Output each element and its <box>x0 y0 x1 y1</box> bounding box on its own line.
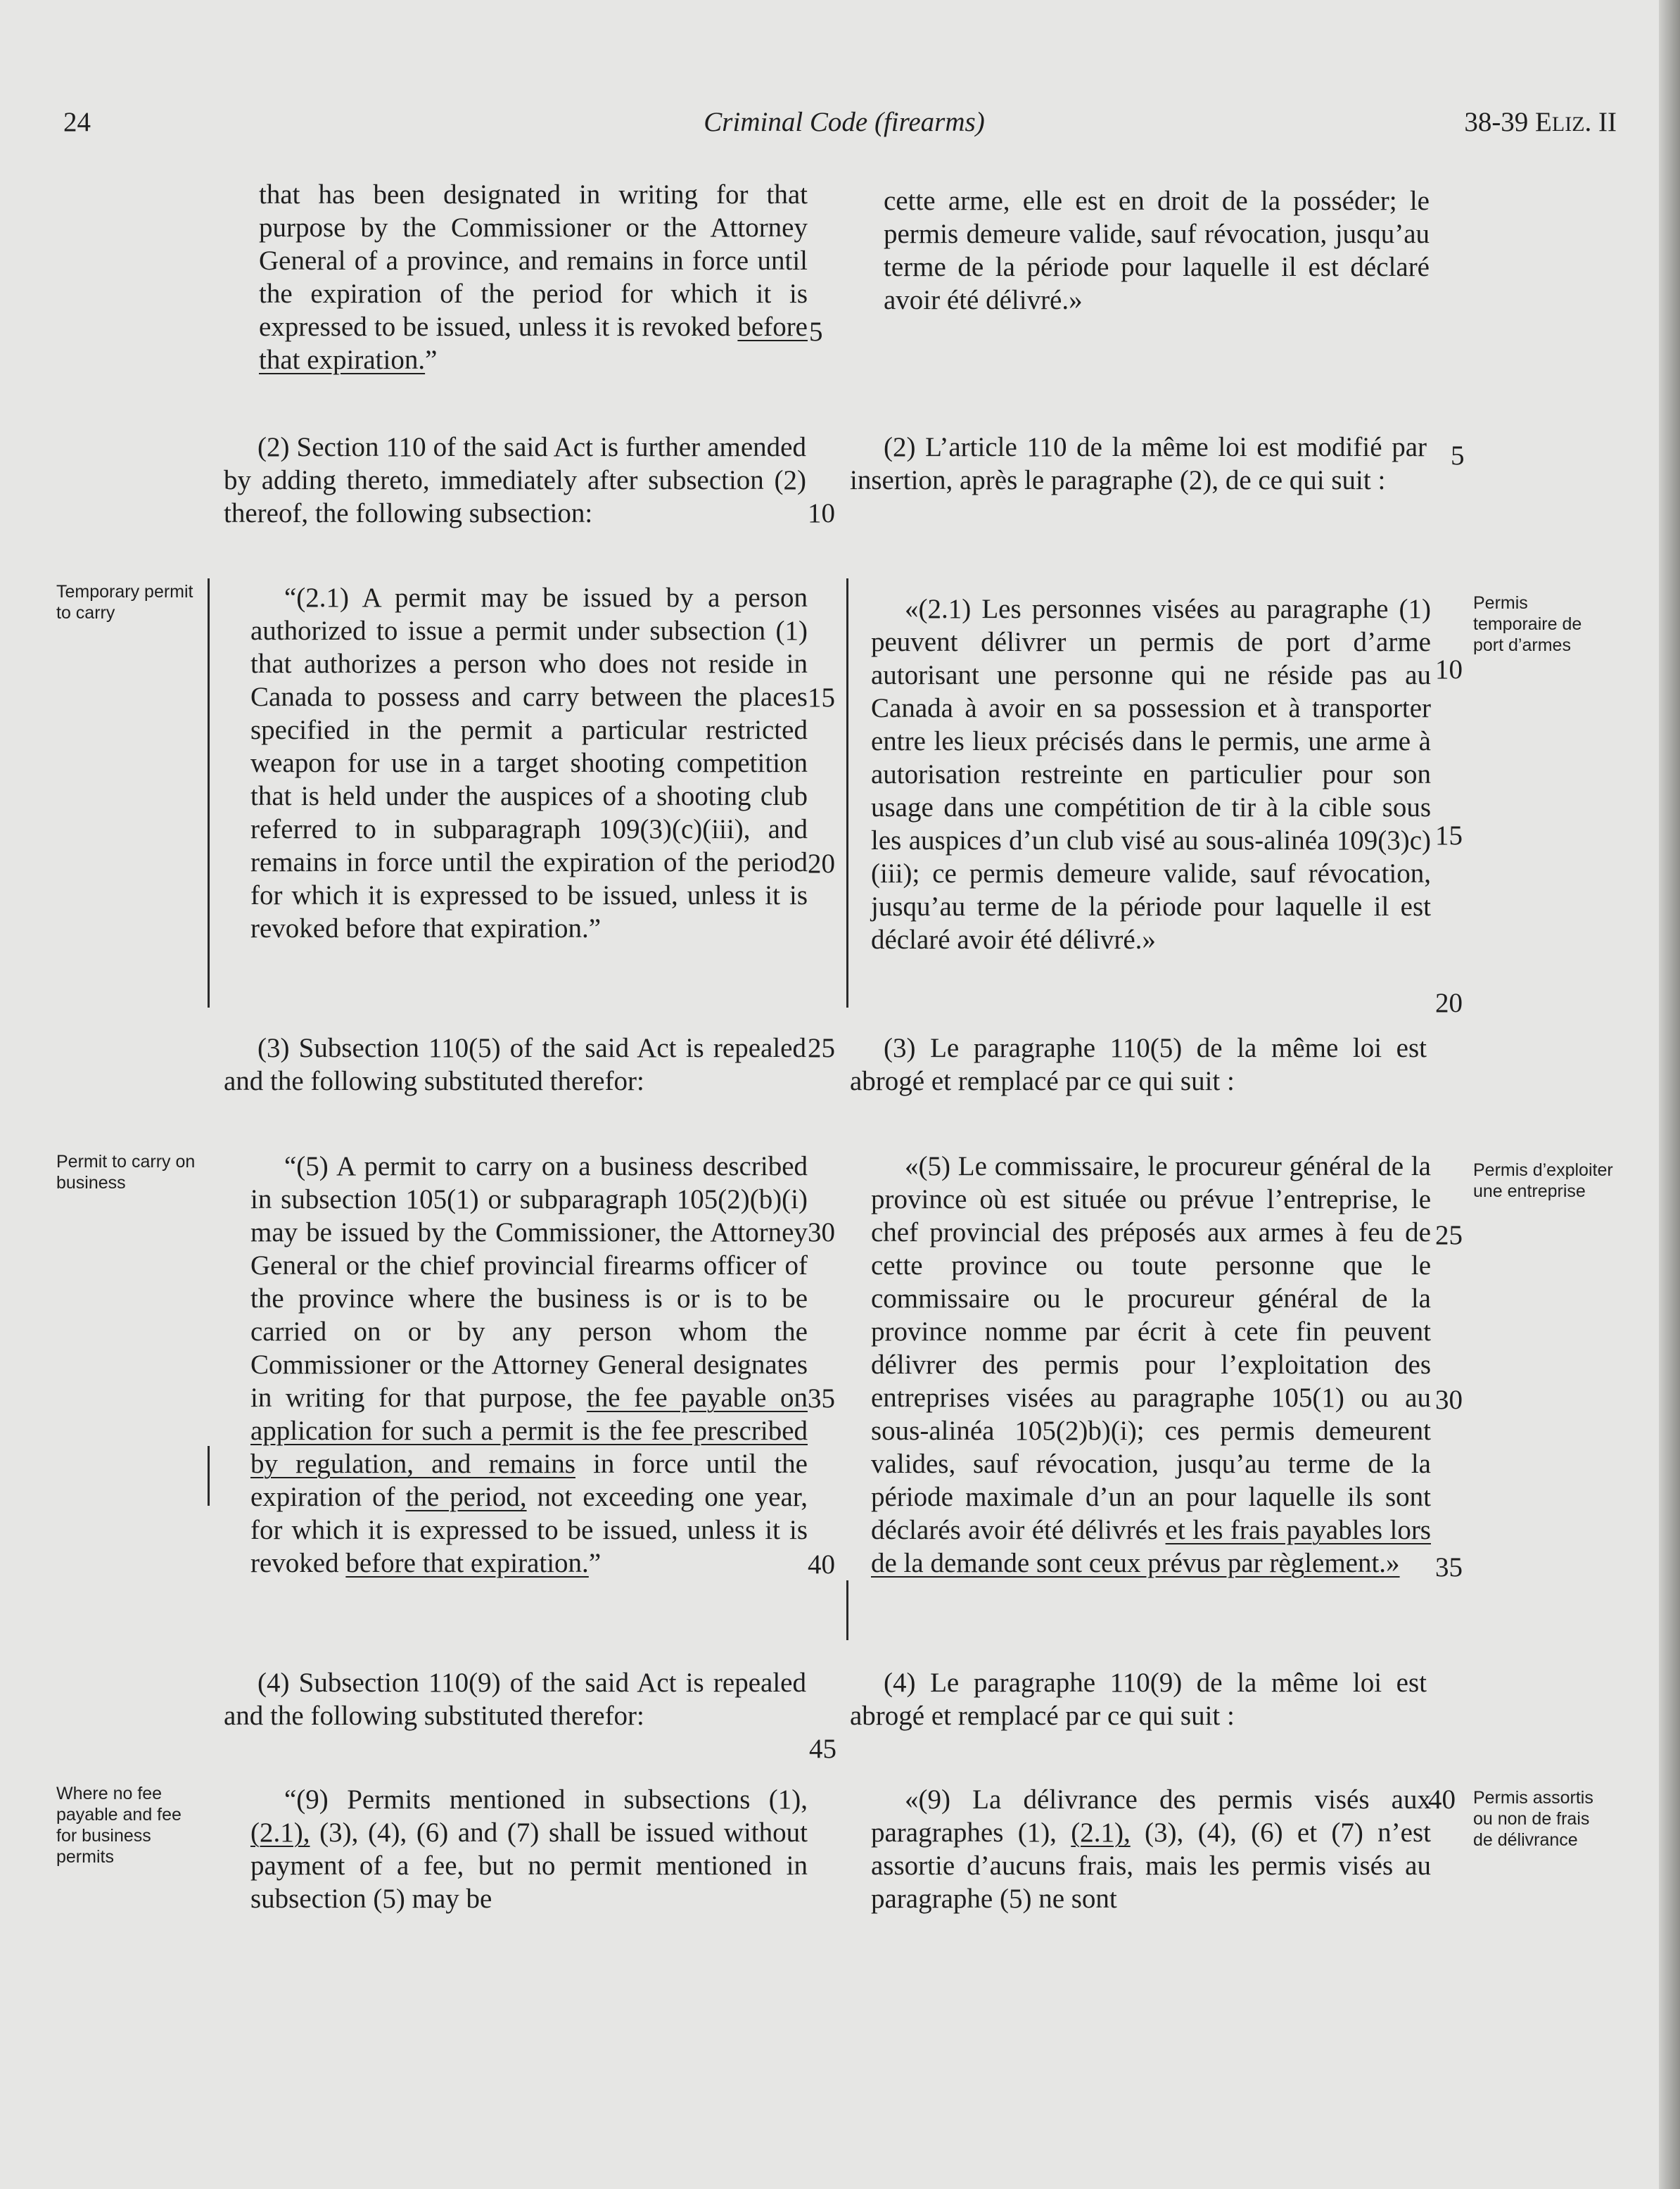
line-number: 20 <box>1435 988 1463 1018</box>
running-title: Criminal Code (firearms) <box>704 107 985 137</box>
margin-note-permis-temporaire: Permis temporaire de port d’armes <box>1473 593 1582 655</box>
line-number: 30 <box>808 1217 835 1248</box>
change-bar <box>208 1446 210 1506</box>
line-number: 15 <box>1435 820 1463 851</box>
page-edge-shadow <box>1659 0 1680 2189</box>
fr-paragraph-1: cette arme, elle est en droit de la posséder; le permis demeure valide, sauf révocation, jusqu’au terme de la période pour laquelle il est déclaré avoir été délivré.» <box>884 186 1430 315</box>
line-number: 40 <box>1428 1784 1456 1815</box>
change-bar <box>208 578 210 1008</box>
en-paragraph-6: (4) Subsection 110(9) of the said Act is repealed and the following substituted therefor: <box>224 1668 806 1731</box>
line-number: 5 <box>1451 440 1465 471</box>
margin-note-permis-frais: Permis assortis ou non de frais de délivrance <box>1473 1788 1593 1850</box>
line-number: 30 <box>1435 1385 1463 1415</box>
fr-paragraph-2: (2) L’article 110 de la même loi est modifié par insertion, après le paragraphe (2), de ce qui suit : <box>850 432 1427 495</box>
fr-paragraph-7: «(9) La délivrance des permis visés aux paragraphes (1), (2.1), (3), (4), (6) et (7) n’est assortie d’aucuns frais, mais les permis visés au paragraphe (5) ne sont <box>871 1784 1431 1914</box>
en-paragraph-3: “(2.1) A permit may be issued by a person authorized to issue a permit under subsection (1) that authorizes a person who does not reside in Canada to possess and carry between the places specified in the permit a particular restricted weapon for use in a target shooting competition that is held under the auspices of a shooting club referred to in subparagraph 109(3)(c)(iii), and remains in force until the expiration of the period for which it is expressed to be issued, unless it is revoked before that expiration.” <box>250 583 808 944</box>
change-bar <box>846 1580 848 1640</box>
margin-note-temporary-permit: Temporary permit to carry <box>56 582 193 623</box>
line-number: 25 <box>1435 1220 1463 1250</box>
line-number: 35 <box>1435 1552 1463 1582</box>
line-number: 20 <box>808 849 835 879</box>
en-paragraph-1: that has been designated in writing for that purpose by the Commissioner or the Attorney General of a province, and remains in force until the expiration of the period for which it is expressed to be issued, unless it is revoked before that expiration.” <box>259 179 808 375</box>
en-paragraph-2: (2) Section 110 of the said Act is further amended by adding thereto, immediately after subsection (2) thereof, the following subsection: <box>224 432 806 528</box>
fr-paragraph-4: (3) Le paragraphe 110(5) de la même loi est abrogé et remplacé par ce qui suit : <box>850 1033 1427 1096</box>
en-paragraph-7: “(9) Permits mentioned in subsections (1), (2.1), (3), (4), (6) and (7) shall be issued without payment of a fee, but no permit mentioned in subsection (5) may be <box>250 1784 808 1914</box>
line-number: 10 <box>808 498 835 528</box>
fr-paragraph-6: (4) Le paragraphe 110(9) de la même loi est abrogé et remplacé par ce qui suit : <box>850 1668 1427 1731</box>
line-number: 35 <box>808 1383 835 1414</box>
page-number: 24 <box>63 107 91 137</box>
change-bar <box>846 578 848 1008</box>
fr-paragraph-5: «(5) Le commissaire, le procureur général de la province où est située ou prévue l’entreprise, le chef provincial des préposés aux armes à feu de cette province ou toute personne que le commissaire ou le procureur général de la province nomme par écrit à cete fin peuvent délivrer des permis pour l’exploitation des entreprises visées au paragraphe 105(1) ou au sous-alinéa 105(2)b)(i); ces permis demeurent valides, sauf révocation, jusqu’au terme de la période maximale d’un an pour laquelle ils sont déclarés avoir été délivrés et les frais payables lors de la demande sont ceux prévus par règlement.» <box>871 1151 1431 1578</box>
session-label: 38-39 ELIZ. II <box>1464 107 1617 137</box>
fr-paragraph-3: «(2.1) Les personnes visées au paragraphe (1) peuvent délivrer un permis de port d’arme autorisant une personne qui ne réside pas au Canada à avoir en sa possession et à transporter entre les lieux précisés dans le permis, une arme à autorisation restreinte en particulier pour son usage dans une compétition de tir à la cible sous les auspices d’un club visé au sous-alinéa 109(3)c)(iii); ce permis demeure valide, sauf révocation, jusqu’au terme de la période pour laquelle il est déclaré avoir été délivré.» <box>871 594 1431 955</box>
margin-note-permit-business: Permit to carry on business <box>56 1152 196 1193</box>
line-number: 25 <box>808 1033 835 1063</box>
line-number: 5 <box>809 317 823 347</box>
margin-note-permis-entreprise: Permis d’exploiter une entreprise <box>1473 1160 1613 1201</box>
en-paragraph-4: (3) Subsection 110(5) of the said Act is repealed and the following substituted therefor: <box>224 1033 806 1096</box>
en-paragraph-5: “(5) A permit to carry on a business described in subsection 105(1) or subparagraph 105(2)(b)(i) may be issued by the Commissioner, the Attorney General or the chief provincial firearms officer of the province where the business is or is to be carried on or by any person whom the Commissioner or the Attorney General designates in writing for that purpose, the fee payable on application for such a permit is the fee prescribed by regulation, and remains in force until the expiration of the period, not exceeding one year, for which it is expressed to be issued, unless it is revoked before that expiration.” <box>250 1151 808 1578</box>
line-number: 10 <box>1435 654 1463 685</box>
margin-note-no-fee: Where no fee payable and fee for business permits <box>56 1784 182 1867</box>
line-number: 45 <box>809 1734 836 1764</box>
line-number: 15 <box>808 683 835 713</box>
line-number: 40 <box>808 1549 835 1580</box>
